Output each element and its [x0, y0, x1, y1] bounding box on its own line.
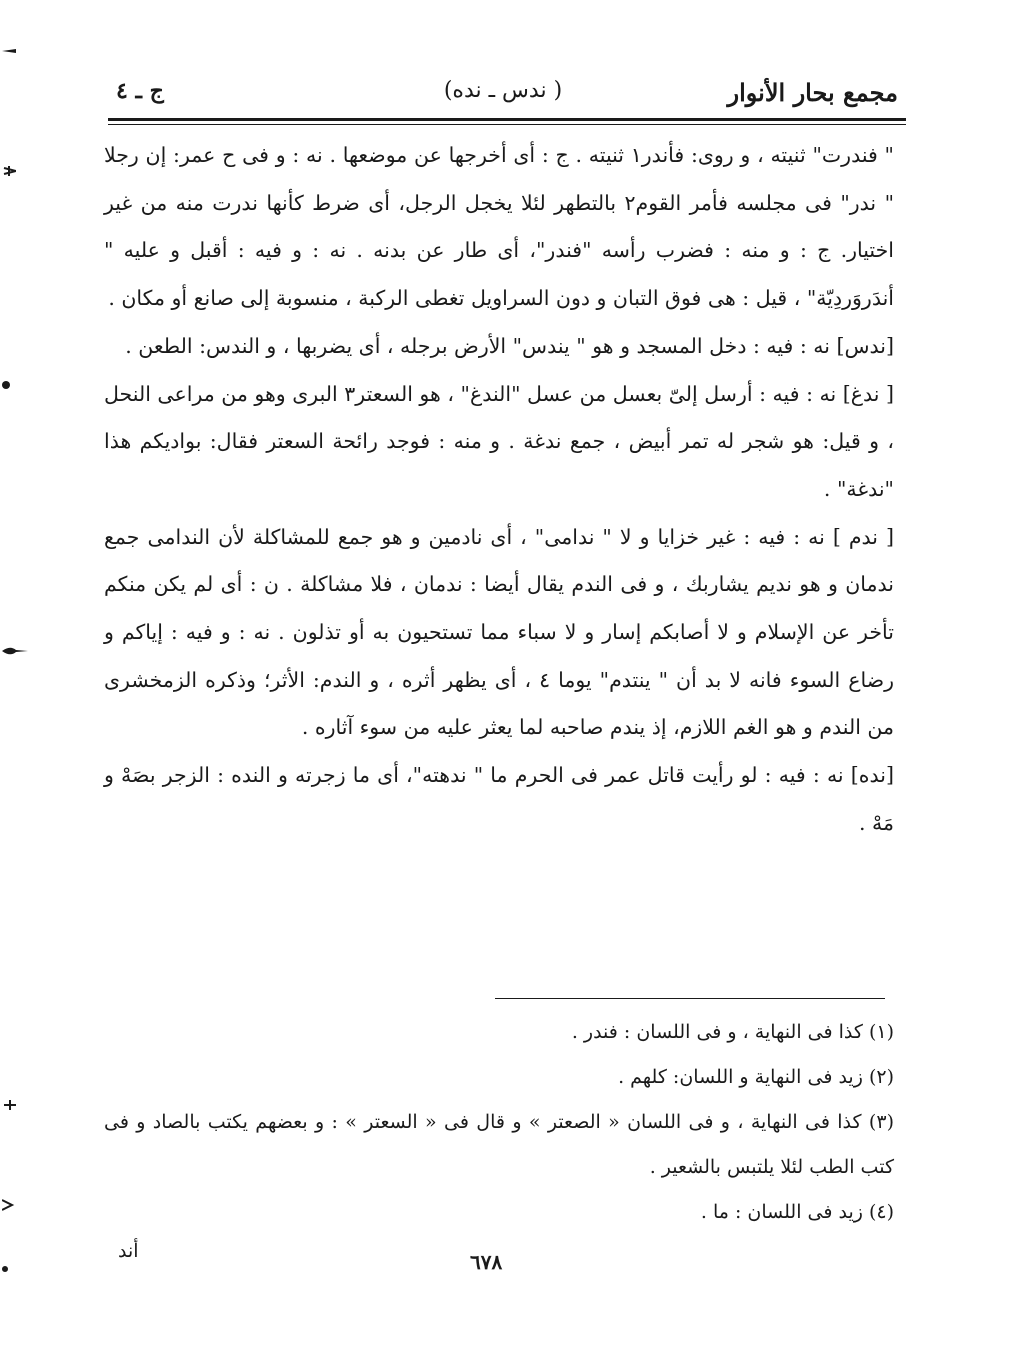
margin-mark-icon — [2, 644, 28, 658]
running-header — [108, 78, 898, 112]
header-title: مجمع بحار الأنوار — [727, 78, 898, 107]
margin-mark-icon — [2, 1098, 16, 1112]
paragraph-nadar: " فندرت" ثنيته ، و روى: فأندر١ ثنيته . ج : أى أخرجها عن موضعها . نه : و فى ح عمر: إن رجلا " ندر" فى مجلسه فأمر القوم٢ بالتطهر لئلا يخجل الرجل، أى ضرط كأنها ندرت منه من غير اختيار. ج : و منه : فضرب رأسه "فندر"، أى طار عن بدنه . نه : و فيه : أقبل و عليه " أندَروَردِيّة" ، قيل : هى فوق التبان و دون السراويل تغطى الركبة ، منسوبة إلى صانع أو مكان . — [104, 143, 894, 311]
header-rule-thick — [108, 118, 906, 121]
paragraph-nadas: [ندس] نه : فيه : دخل المسجد و هو " يندس" الأرض برجله ، أى يضربها ، و الندس: الطعن . — [125, 333, 894, 358]
footnotes — [104, 1010, 894, 1235]
paragraph-nadah: [نده] نه : فيه : لو رأيت قاتل عمر فى الحرم ما " ندهته"، أى ما زجرته و النده : الزجر بصَهْ و مَهْ . — [104, 763, 894, 835]
margin-mark-icon — [2, 1262, 16, 1276]
page-number: ٦٧٨ — [470, 1250, 503, 1274]
margin-mark-icon — [2, 1198, 16, 1212]
footnote-separator — [495, 998, 885, 999]
footnote-4: (٤) زيد فى اللسان : ما . — [700, 1201, 894, 1223]
header-section: ( ندس ـ نده) — [443, 78, 563, 103]
footnote-2: (٢) زيد فى النهاية و اللسان: كلهم . — [618, 1066, 894, 1088]
footnote-3: (٣) كذا فى النهاية ، و فى اللسان « الصعتر » و قال فى « السعتر » : و بعضهم يكتب بالصاد و فى كتب الطب لئلا يلتبس بالشعير . — [104, 1111, 894, 1178]
margin-mark-icon — [2, 378, 16, 392]
catchword: أند — [118, 1240, 139, 1262]
main-text — [104, 132, 894, 848]
header-rule-thin — [108, 124, 906, 125]
margin-mark-icon — [2, 44, 16, 58]
footnote-1: (١) كذا فى النهاية ، و فى اللسان : فندر . — [571, 1021, 894, 1043]
paragraph-nadagh: [ ندغ] نه : فيه : أرسل إلىّ بعسل من عسل "الندغ" ، هو السعتر٣ البرى وهو من مراعى النحل ، و قيل: هو شجر له تمر أبيض ، جمع ندغة . و منه : فوجد رائحة السعتر فقال: بواديكم هذا "ندغة" . — [104, 381, 894, 501]
paragraph-nadam: [ ندم ] نه : فيه : غير خزايا و لا " ندامى" ، أى نادمين و هو جمع للمشاكلة لأن الندامى جمع ندمان و هو نديم يشاربك ، و فى الندم يقال أيضا : ندمان ، فلا مشاكلة . ن : أى لم يكن منكم تأخر عن الإسلام و لا أصابكم إسار و لا سباء مما تستحيون به أو تذلون . نه : و فيه : إياكم و رضاع السوء فانه لا بد أن " ينتدم" يوما ٤ ، أى يظهر أثره ، و الندم: الأثر؛ وذكره الزمخشرى من الندم و هو الغم اللازم، إذ يندم صاحبه لما يعثر عليه من سوء آثاره . — [104, 524, 894, 740]
margin-mark-icon — [2, 164, 16, 178]
header-volume: ج ـ ٤ — [116, 78, 164, 104]
